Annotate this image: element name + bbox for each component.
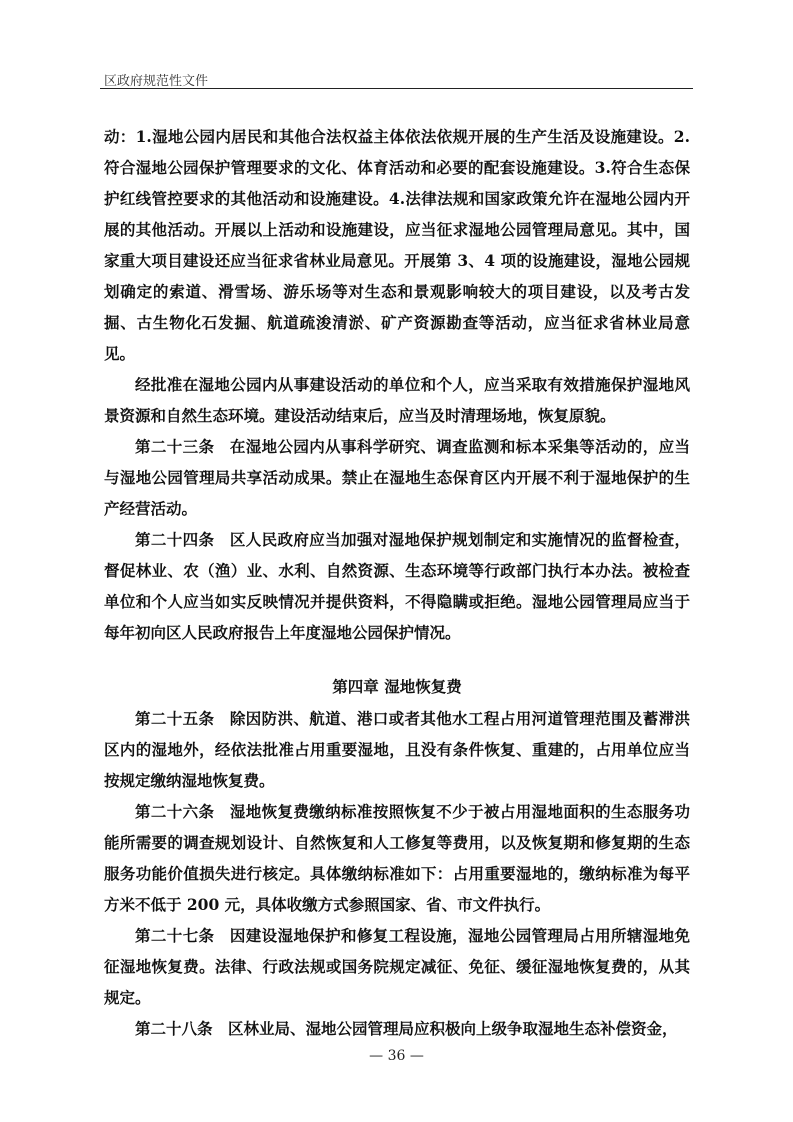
page-number: — 36 — <box>369 1048 424 1064</box>
article-27 <box>104 920 690 1013</box>
chapter-heading: 第四章 湿地恢复费 <box>332 678 462 696</box>
paragraph-construction-approval: 经批准在湿地公园内从事建设活动的单位和个人，应当采取有效措施保护湿地风景资源和自然生态环境。建设活动结束后，应当及时清理场地，恢复原貌。 <box>104 375 690 425</box>
article-23-label: 第二十三条 <box>135 437 215 456</box>
article-24-text: 区人民政府应当加强对湿地保护规划制定和实施情况的监督检查，督促林业、农（渔）业、水利、自然资源、生态环境等行政部门执行本办法。被检查单位和个人应当如实反映情况并提供资料，不得隐瞒或拒绝。湿地公园管理局应当于每年初向区人民政府报告上年度湿地公园保护情况。 <box>104 530 690 642</box>
paragraph-continuation: 动：1.湿地公园内居民和其他合法权益主体依法依规开展的生产生活及设施建设。2.符合湿地公园保护管理要求的文化、体育活动和必要的配套设施建设。3.符合生态保护红线管控要求的其他活动和设施建设。4.法律法规和国家政策允许在湿地公园内开展的其他活动。开展以上活动和设施建设，应当征求湿地公园管理局意见。其中，国家重大项目建设还应当征求省林业局意见。开展第 3、4 项的设施建设，湿地公园规划确定的索道、滑雪场、游乐场等对生态和景观影响较大的项目建设，以及考古发掘、古生物化石发掘、航道疏浚清淤、矿产资源勘查等活动，应当征求省林业局意见。 <box>104 127 690 363</box>
article-27-text: 因建设湿地保护和修复工程设施，湿地公园管理局占用所辖湿地免征湿地恢复费。法律、行政法规或国务院规定减征、免征、缓征湿地恢复费的，从其规定。 <box>104 926 690 1007</box>
article-26 <box>104 796 690 920</box>
article-23 <box>104 431 690 524</box>
article-26-label: 第二十六条 <box>135 802 215 821</box>
article-25-label: 第二十五条 <box>135 709 215 728</box>
article-27-label: 第二十七条 <box>135 926 215 945</box>
article-28 <box>104 1013 690 1044</box>
running-header: 区政府规范性文件 <box>104 74 209 89</box>
article-23-text: 在湿地公园内从事科学研究、调查监测和标本采集等活动的，应当与湿地公园管理局共享活动成果。禁止在湿地生态保育区内开展不利于湿地保护的生产经营活动。 <box>104 437 690 518</box>
document-body <box>104 121 690 1044</box>
header-rule <box>100 88 693 89</box>
article-25-text: 除因防洪、航道、港口或者其他水工程占用河道管理范围及蓄滞洪区内的湿地外，经依法批准占用重要湿地，且没有条件恢复、重建的，占用单位应当按规定缴纳湿地恢复费。 <box>104 709 690 790</box>
article-25 <box>104 703 690 796</box>
article-24-label: 第二十四条 <box>135 530 215 549</box>
article-24 <box>104 524 690 648</box>
article-28-label: 第二十八条 <box>135 1019 213 1038</box>
article-26-text: 湿地恢复费缴纳标准按照恢复不少于被占用湿地面积的生态服务功能所需要的调查规划设计、自然恢复和人工修复等费用，以及恢复期和修复期的生态服务功能价值损失进行核定。具体缴纳标准如下：占用重要湿地的，缴纳标准为每平方米不低于 200 元，具体收缴方式参照国家、省、市文件执行。 <box>104 802 690 914</box>
article-28-text: 区林业局、湿地公园管理局应积极向上级争取湿地生态补偿资金， <box>228 1019 678 1038</box>
